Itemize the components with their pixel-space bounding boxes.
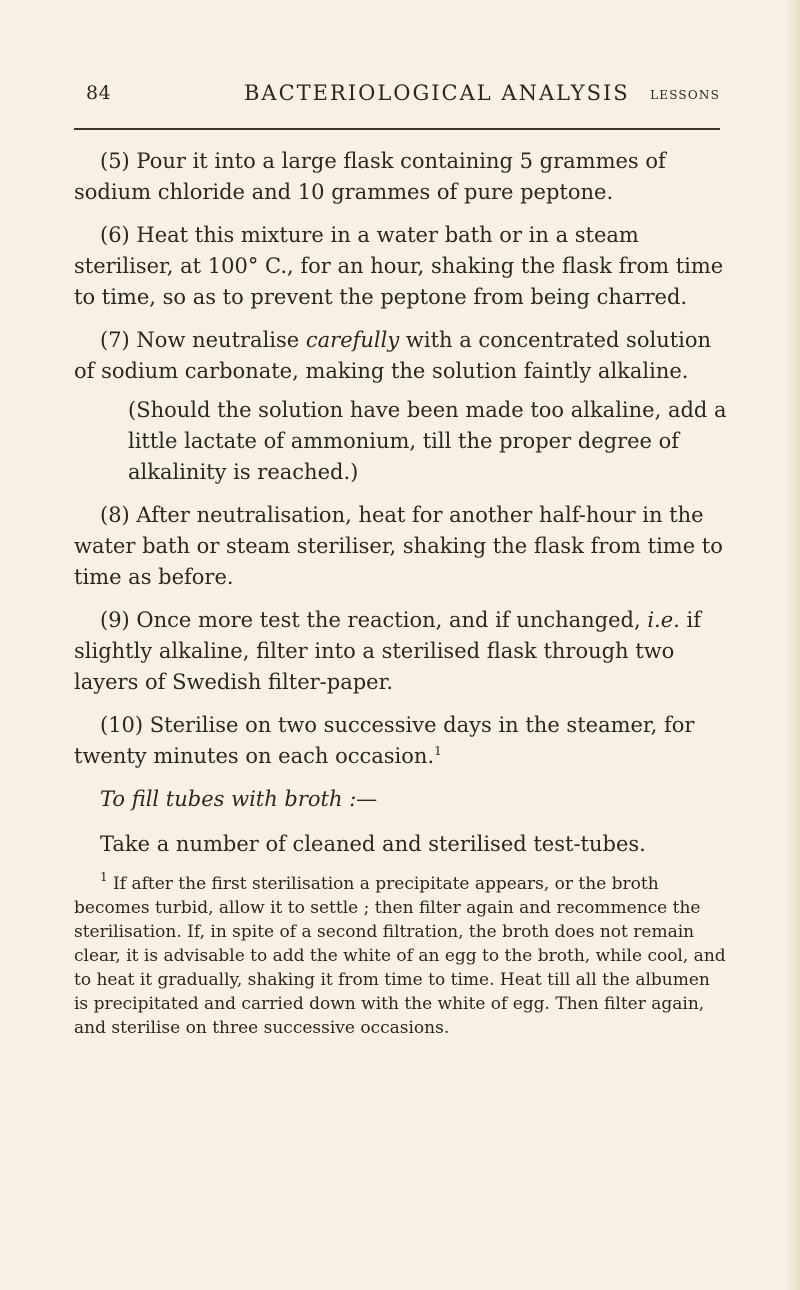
step-7 — [74, 325, 728, 387]
step-9 — [74, 605, 728, 698]
body-text — [74, 146, 728, 1040]
step-7-note: (Should the solution have been made too alkaline, add a little lactate of ammonium, till the proper degree of alkalinity is reached.) — [128, 398, 727, 484]
step-8: (8) After neutralisation, heat for another half-hour in the water bath or steam steriliser, shaking the flask from time to time as before. — [74, 503, 723, 589]
header-rule — [74, 128, 720, 130]
step-7-emphasis: carefully — [305, 328, 400, 352]
footnote-reference: 1 — [434, 744, 442, 758]
step-6: (6) Heat this mixture in a water bath or in a steam steriliser, at 100° C., for an hour, shaking the flask from time to time, so as to prevent the peptone from being charred. — [74, 223, 724, 309]
step-7-text-after: with a concentrated solution of sodium carbonate, making the solution faintly alkaline. — [74, 328, 712, 383]
page-number: 84 — [86, 82, 112, 104]
page-edge-shadow — [786, 0, 800, 1290]
step-5: (5) Pour it into a large flask containing 5 grammes of sodium chloride and 10 grammes of pure peptone. — [74, 149, 666, 204]
step-9-text-after: if slightly alkaline, filter into a sterilised flask through two layers of Swedish filter-paper. — [74, 608, 702, 694]
subheading: To fill tubes with broth :— — [100, 787, 378, 811]
step-9-text-before: (9) Once more test the reaction, and if unchanged, — [100, 608, 648, 632]
step-10 — [74, 710, 728, 772]
test-tubes-paragraph: Take a number of cleaned and sterilised test-tubes. — [100, 832, 646, 856]
step-9-emphasis: i.e. — [647, 608, 680, 632]
running-title: BACTERIOLOGICAL ANALYSIS — [244, 81, 630, 105]
step-7-text-before: (7) Now neutralise — [100, 328, 306, 352]
footnote — [74, 872, 728, 1040]
footnote-marker: 1 — [100, 870, 108, 884]
section-label: LESSONS — [650, 88, 720, 102]
footnote-text: If after the first sterilisation a precipitate appears, or the broth becomes turbid, allow it to settle ; then filter again and recommence the sterilisation. If, in spite of a second filtration, the broth does not remain clear, it is advisable to add the white of an egg to the broth, while cool, and to heat it gradually, shaking it from time to time. Heat till all the albumen is precipitated and carried down with the white of egg. Then filter again, and sterilise on three successive occasions. — [74, 874, 726, 1038]
running-header — [74, 82, 724, 118]
step-10-text: (10) Sterilise on two successive days in the steamer, for twenty minutes on each occasion. — [74, 713, 695, 768]
